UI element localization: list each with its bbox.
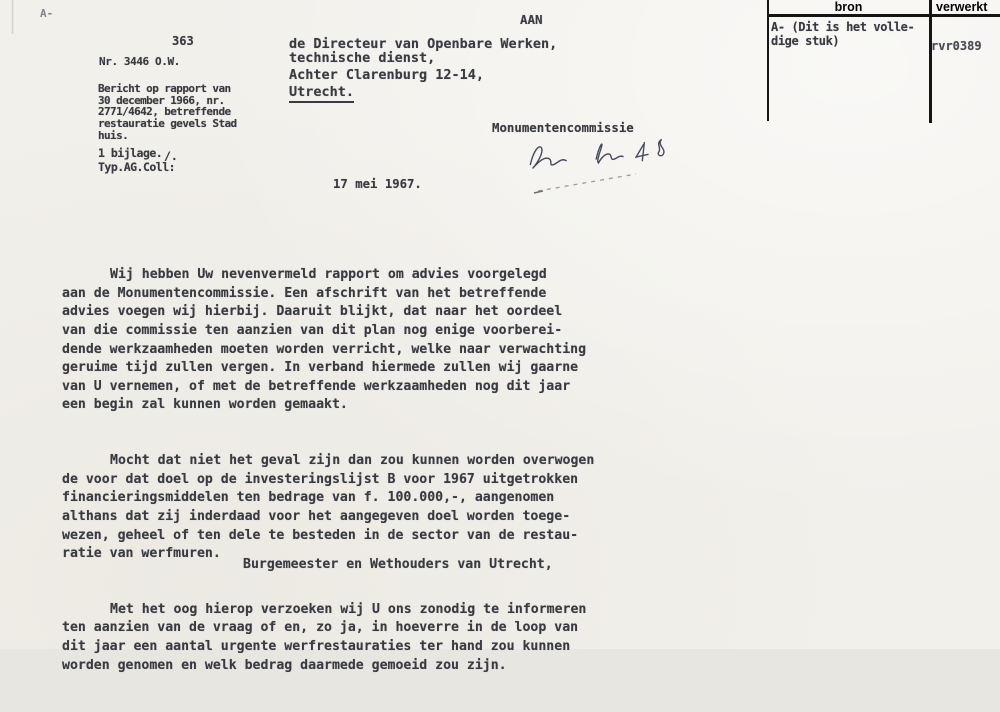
text-line: Wij hebben Uw nevenvermeld rapport om advies voorgelegd [110, 267, 547, 283]
text-line: Mocht dat niet het geval zijn dan zou kunnen worden overwogen [110, 453, 595, 469]
text-line: dit jaar een aantal urgente werfrestauraties ter hand zou kunnen [62, 639, 571, 655]
enclosure-note: 1 bijlage. [98, 146, 163, 160]
text-line: 30 december 1966, nr. [98, 93, 225, 107]
text-line: worden genomen en welk bedrag daarmede gemoeid zou zijn. [62, 657, 507, 673]
paragraph [62, 601, 662, 675]
pencil-dash-artifact [490, 165, 670, 200]
column-header-bron: bron [834, 0, 863, 14]
recipient-address-line: de Directeur van Openbare Werken, [289, 36, 558, 52]
scan-edge-artifact [0, 0, 40, 60]
text-line: ten aanzien van de vraag of en, zo ja, in hoeverre in de loop van [62, 620, 579, 636]
subject-block [98, 83, 237, 142]
register-bron-entry [771, 21, 914, 49]
text-line: althans dat zij inderdaad voor het aangegeven doel worden toege- [62, 508, 571, 524]
enclosure-mark: /. [164, 149, 178, 163]
text-line: Met het oog hierop verzoeken wij U ons zonodig te informeren [110, 601, 587, 617]
register-verwerkt-value: rvr0389 [931, 39, 982, 53]
text-line: dige stuk) [771, 33, 840, 48]
text-line: 2771/4642, betreffende [98, 105, 231, 119]
text-line: de voor dat doel op de investeringslijst B voor 1967 uitgetrokken [62, 471, 579, 487]
letter-date: 17 mei 1967. [333, 177, 422, 191]
text-line: A- (Dit is het volle- [771, 20, 915, 34]
commission-stamp-label: Monumentencommissie [492, 120, 634, 135]
table-rule-left [767, 0, 769, 121]
handwritten-note [517, 127, 679, 185]
table-rule-middle [929, 0, 932, 123]
corner-mark: A- [40, 7, 54, 20]
text-line: een begin zal kunnen worden gemaakt. [62, 397, 348, 413]
text-line: aan de Monumentencommissie. Een afschrift van het betreffende [62, 285, 547, 301]
text-line: restauratie gevels Stad [98, 117, 237, 131]
text-line: Bericht op rapport van [98, 82, 231, 95]
recipient-heading: AAN [520, 12, 543, 27]
text-line: dende werkzaamheden moeten worden verricht, welke naar verwachting [62, 341, 587, 357]
column-header-verwerkt: verwerkt [936, 0, 988, 14]
reference-number: Nr. 3446 O.W. [99, 55, 180, 68]
text-line: geruime tijd zullen vergen. In verband hiermede zullen wij gaarne [62, 360, 579, 376]
text-line: wezen, geheel of ten dele te besteden in de sector van de restau- [62, 527, 579, 543]
doc-number: 363 [172, 34, 194, 48]
table-rule-header [767, 14, 1000, 17]
text-line: van U vernemen, of met de betreffende werkzaamheden nog dit jaar [62, 378, 571, 394]
text-line: financieringsmiddelen ten bedrage van f. 100.000,-, aangenomen [62, 490, 555, 506]
paragraph [62, 452, 662, 564]
recipient-city: Utrecht. [289, 84, 354, 103]
text-line: advies voegen wij hierbij. Daaruit blijkt, dat naar het oordeel [62, 304, 563, 320]
text-line: huis. [98, 128, 129, 142]
recipient-address-line: Achter Clarenburg 12-14, [289, 67, 485, 83]
signature-line: Burgemeester en Wethouders van Utrecht, [243, 557, 553, 572]
text-line: van die commissie ten aanzien van dit plan nog enige voorberei- [62, 322, 563, 338]
paragraph [62, 266, 662, 415]
typist-reference: Typ.AG.Coll: [98, 160, 176, 174]
letter-body [62, 229, 662, 712]
text-line: ratie van werfmuren. [62, 546, 221, 562]
recipient-address-line: technische dienst, [289, 50, 436, 66]
